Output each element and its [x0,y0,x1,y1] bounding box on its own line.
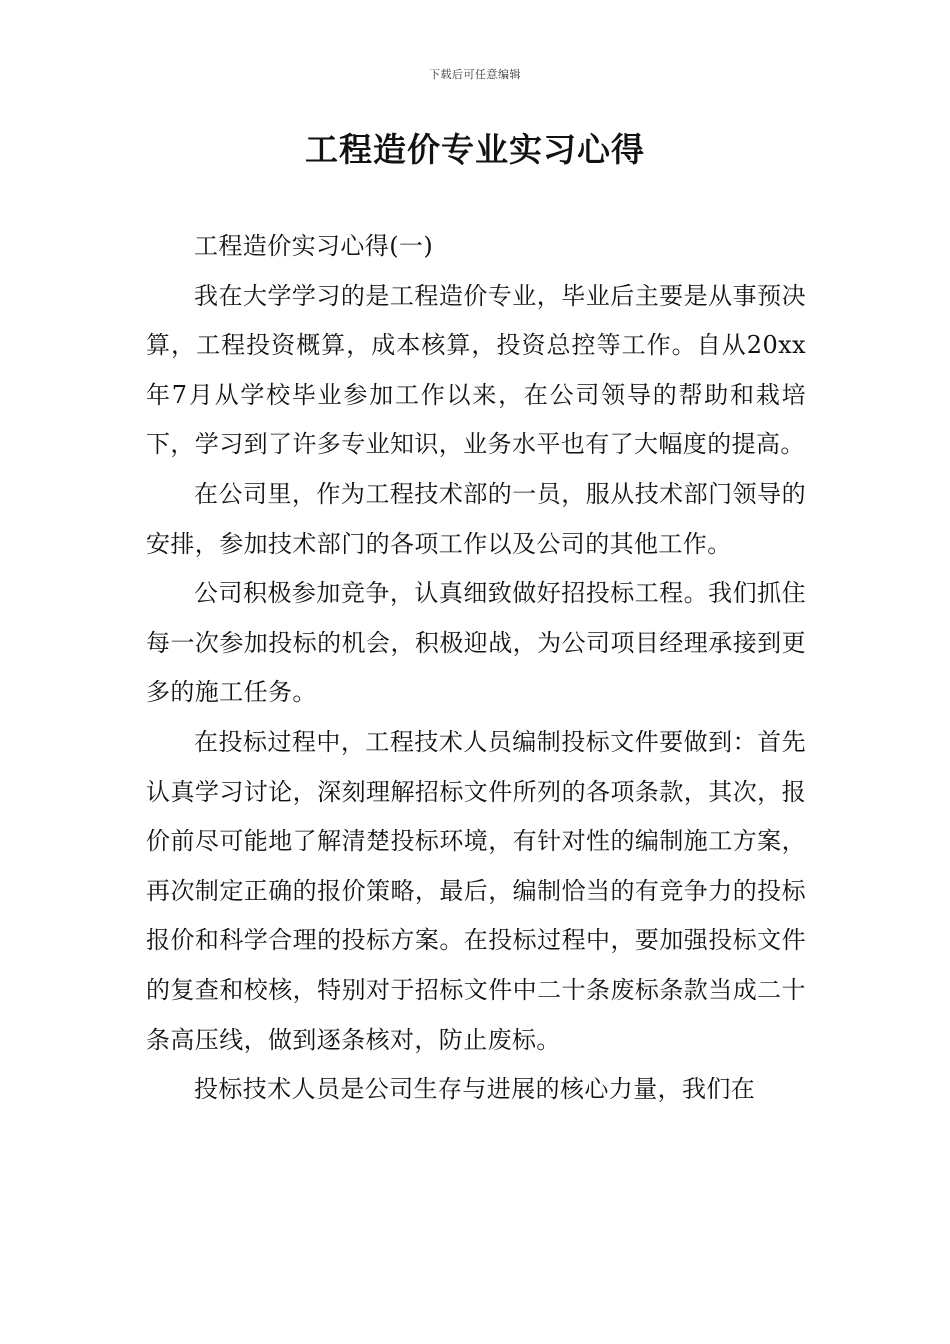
body-paragraph: 在公司里，作为工程技术部的一员，服从技术部门领导的安排，参加技术部门的各项工作以及公司的其他工作。 [146,479,806,558]
header-note: 下载后可任意编辑 [429,68,521,81]
subtitle-paragraph: 工程造价实习心得(一) [194,232,434,260]
body-paragraph: 投标技术人员是公司生存与进展的核心力量，我们在 [194,1075,756,1104]
body-paragraph: 我在大学学习的是工程造价专业，毕业后主要是从事预决算，工程投资概算，成本核算，投资总控等工作。自从20xx年7月从学校毕业参加工作以来，在公司领导的帮助和栽培下，学习到了许多专业知识，业务水平也有了大幅度的提高。 [146,281,806,459]
document-body [146,222,806,1115]
body-paragraph: 在投标过程中，工程技术人员编制投标文件要做到：首先认真学习讨论，深刻理解招标文件所列的各项条款，其次，报价前尽可能地了解清楚投标环境，有针对性的编制施工方案，再次制定正确的报价策略，最后，编制恰当的有竞争力的投标报价和科学合理的投标方案。在投标过程中，要加强投标文件的复查和校核，特别对于招标文件中二十条废标条款当成二十条高压线，做到逐条核对，防止废标。 [146,727,806,1054]
body-paragraph: 公司积极参加竞争，认真细致做好招投标工程。我们抓住每一次参加投标的机会，积极迎战，为公司项目经理承接到更多的施工任务。 [146,579,806,707]
document-title: 工程造价专业实习心得 [305,130,645,169]
